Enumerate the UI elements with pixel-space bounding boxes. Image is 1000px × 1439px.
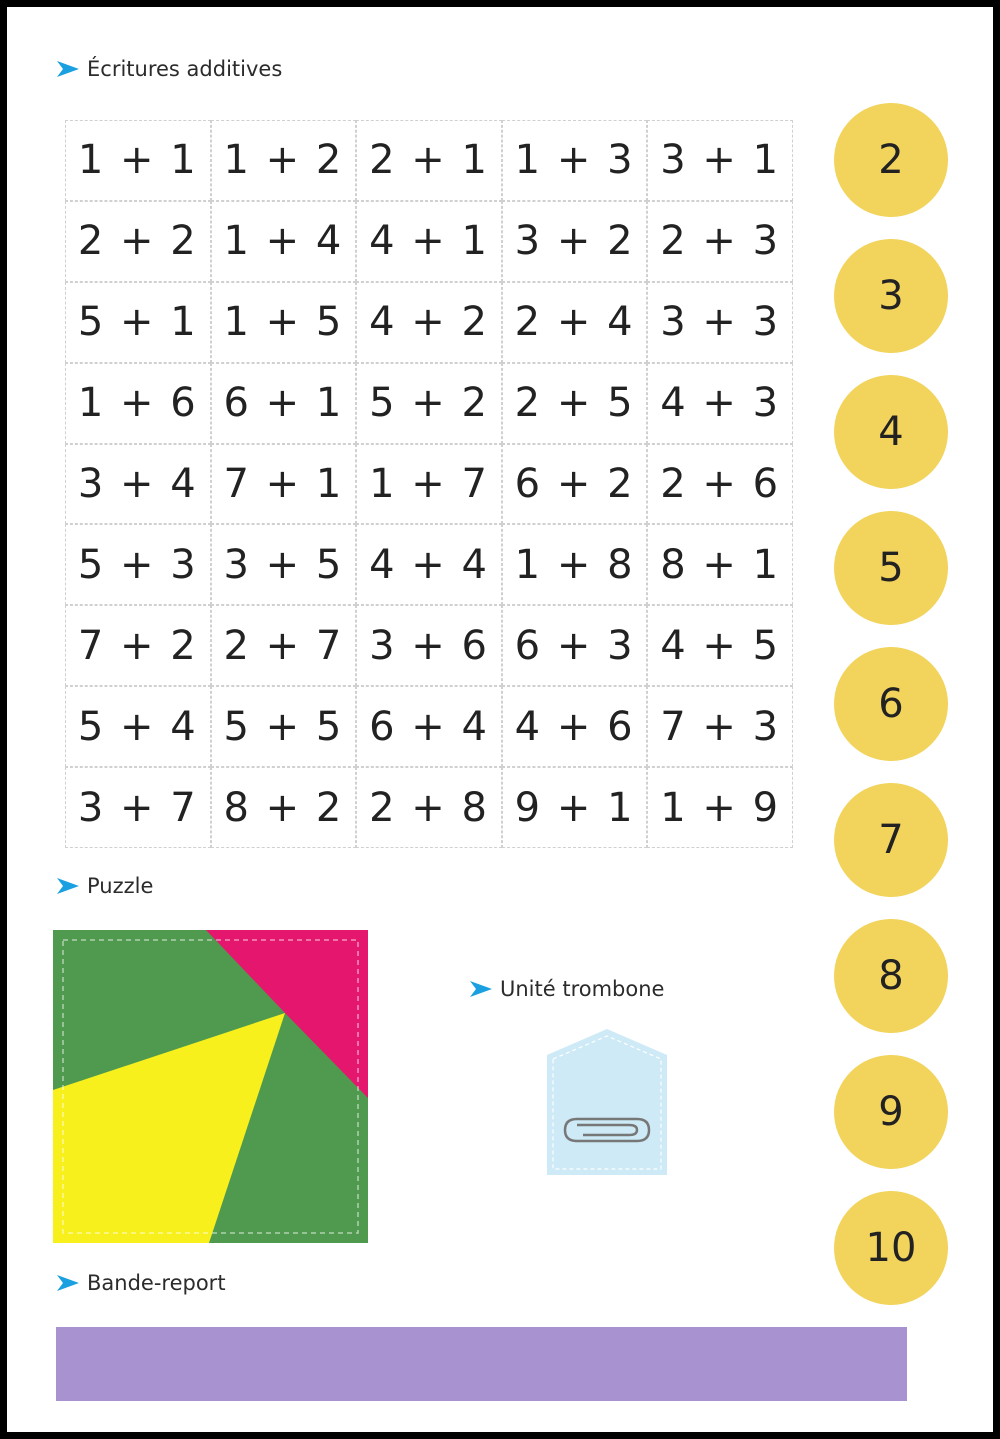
number-circle[interactable]: 6: [834, 647, 948, 761]
addition-card[interactable]: 6 + 3: [502, 605, 648, 686]
section-title-bande-label: Bande-report: [87, 1271, 226, 1295]
addition-card[interactable]: 3 + 7: [65, 767, 211, 848]
addition-card[interactable]: 1 + 7: [356, 444, 502, 525]
addition-card[interactable]: 1 + 1: [65, 120, 211, 201]
number-circle[interactable]: 3: [834, 239, 948, 353]
section-title-trombone-label: Unité trombone: [500, 977, 665, 1001]
addition-card[interactable]: 2 + 8: [356, 767, 502, 848]
addition-card[interactable]: 2 + 5: [502, 363, 648, 444]
addition-card[interactable]: 3 + 6: [356, 605, 502, 686]
section-title-ecritures-label: Écritures additives: [87, 57, 283, 81]
addition-card[interactable]: 5 + 4: [65, 686, 211, 767]
addition-card[interactable]: 5 + 5: [211, 686, 357, 767]
addition-card[interactable]: 5 + 3: [65, 524, 211, 605]
addition-card[interactable]: 1 + 9: [647, 767, 793, 848]
number-circle[interactable]: 2: [834, 103, 948, 217]
addition-card[interactable]: 7 + 2: [65, 605, 211, 686]
number-circle[interactable]: 4: [834, 375, 948, 489]
worksheet-page: [7, 7, 993, 1432]
section-title-puzzle-label: Puzzle: [87, 874, 154, 898]
addition-card[interactable]: 7 + 1: [211, 444, 357, 525]
addition-card[interactable]: 6 + 2: [502, 444, 648, 525]
addition-card[interactable]: 1 + 8: [502, 524, 648, 605]
addition-card[interactable]: 3 + 5: [211, 524, 357, 605]
addition-card[interactable]: 8 + 1: [647, 524, 793, 605]
addition-card[interactable]: 3 + 1: [647, 120, 793, 201]
arrow-icon: [57, 1275, 79, 1291]
addition-card[interactable]: 2 + 6: [647, 444, 793, 525]
addition-card[interactable]: 3 + 4: [65, 444, 211, 525]
addition-card[interactable]: 4 + 1: [356, 201, 502, 282]
addition-card[interactable]: 4 + 2: [356, 282, 502, 363]
arrow-icon: [57, 61, 79, 77]
addition-card[interactable]: 3 + 2: [502, 201, 648, 282]
addition-card[interactable]: 4 + 6: [502, 686, 648, 767]
addition-card[interactable]: 3 + 3: [647, 282, 793, 363]
number-circle[interactable]: 7: [834, 783, 948, 897]
number-circle[interactable]: 10: [834, 1191, 948, 1305]
addition-card[interactable]: 2 + 7: [211, 605, 357, 686]
bande-report-strip[interactable]: [56, 1327, 907, 1401]
arrow-icon: [470, 981, 492, 997]
additive-grid: [65, 120, 793, 848]
number-circle[interactable]: 5: [834, 511, 948, 625]
addition-card[interactable]: 6 + 1: [211, 363, 357, 444]
addition-card[interactable]: 2 + 1: [356, 120, 502, 201]
addition-card[interactable]: 4 + 3: [647, 363, 793, 444]
addition-card[interactable]: 1 + 6: [65, 363, 211, 444]
addition-card[interactable]: 1 + 5: [211, 282, 357, 363]
section-title-trombone: [470, 977, 664, 1001]
arrow-icon: [57, 878, 79, 894]
section-title-ecritures: [57, 57, 282, 81]
addition-card[interactable]: 7 + 3: [647, 686, 793, 767]
puzzle-square[interactable]: [53, 930, 368, 1243]
addition-card[interactable]: 2 + 2: [65, 201, 211, 282]
number-circle[interactable]: 8: [834, 919, 948, 1033]
addition-card[interactable]: 6 + 4: [356, 686, 502, 767]
addition-card[interactable]: 4 + 4: [356, 524, 502, 605]
addition-card[interactable]: 1 + 3: [502, 120, 648, 201]
addition-card[interactable]: 1 + 2: [211, 120, 357, 201]
section-title-puzzle: [57, 874, 153, 898]
addition-card[interactable]: 5 + 1: [65, 282, 211, 363]
number-circle[interactable]: 9: [834, 1055, 948, 1169]
section-title-bande: [57, 1271, 226, 1295]
addition-card[interactable]: 1 + 4: [211, 201, 357, 282]
addition-card[interactable]: 8 + 2: [211, 767, 357, 848]
addition-card[interactable]: 9 + 1: [502, 767, 648, 848]
addition-card[interactable]: 2 + 4: [502, 282, 648, 363]
addition-card[interactable]: 2 + 3: [647, 201, 793, 282]
addition-card[interactable]: 4 + 5: [647, 605, 793, 686]
addition-card[interactable]: 5 + 2: [356, 363, 502, 444]
paperclip-card[interactable]: [547, 1029, 667, 1175]
